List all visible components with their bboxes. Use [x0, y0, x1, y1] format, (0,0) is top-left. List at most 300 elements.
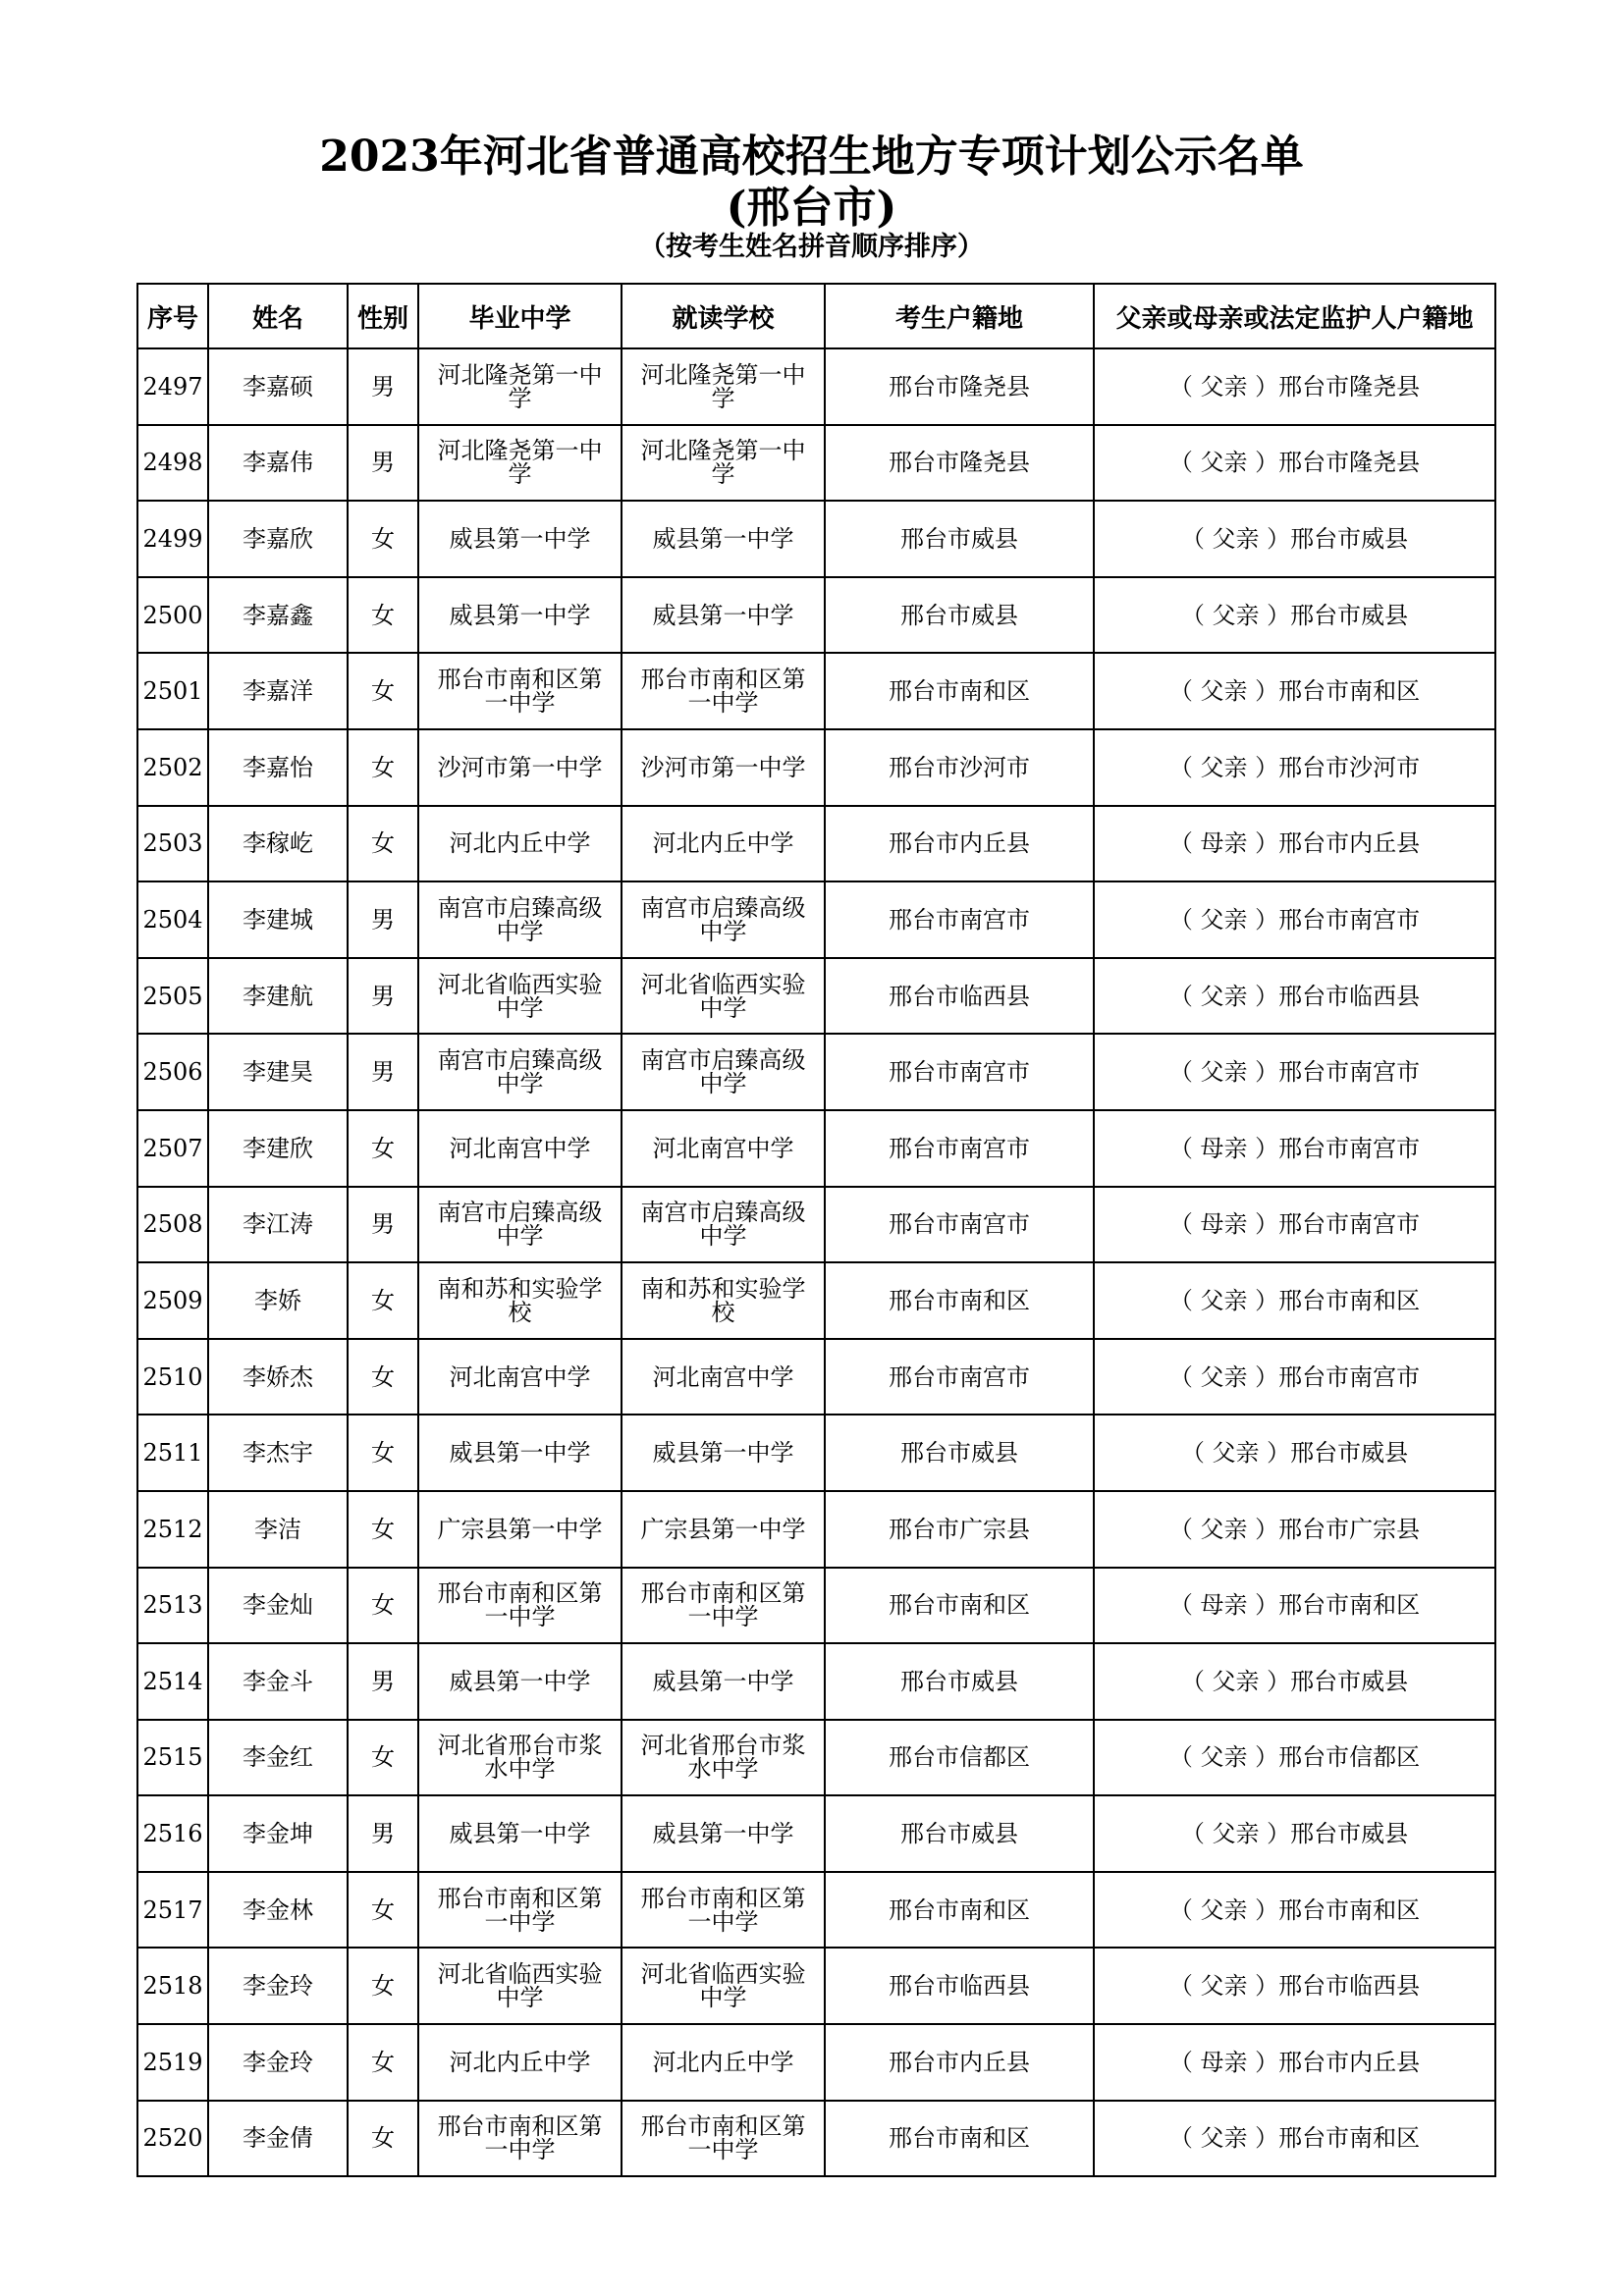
graduation-school-cell [418, 501, 622, 577]
gender-text: 男 [371, 1210, 395, 1239]
col-header-current-school: 就读学校 [622, 284, 825, 348]
household-registration-text: 邢台市沙河市 [889, 753, 1030, 781]
household-registration-cell [825, 348, 1094, 425]
document-title: 2023年河北省普通高校招生地方专项计划公示名单 [319, 132, 1304, 182]
name-text: 李嘉伟 [243, 449, 313, 477]
household-registration-cell [825, 2101, 1094, 2177]
gender-text: 女 [371, 1439, 395, 1468]
graduation-school-text: 南和苏和实验学校 [437, 1274, 603, 1326]
name-text: 李金灿 [243, 1591, 313, 1620]
name-cell [208, 729, 348, 806]
gender-cell [348, 958, 418, 1035]
household-registration-text: 邢台市威县 [900, 524, 1018, 553]
name-cell [208, 1034, 348, 1110]
guardian-registration-text: （ 父亲 ）邢台市广宗县 [1168, 1515, 1421, 1543]
gender-text: 女 [371, 753, 395, 781]
graduation-school-text: 威县第一中学 [449, 601, 591, 629]
household-registration-text: 邢台市临西县 [889, 982, 1030, 1010]
graduation-school-cell [418, 2101, 622, 2177]
table-row [137, 1720, 1495, 1796]
guardian-registration-text: （ 父亲 ）邢台市隆尧县 [1168, 372, 1421, 400]
seq-cell [137, 1872, 208, 1949]
name-cell [208, 2101, 348, 2177]
household-registration-text: 邢台市威县 [900, 601, 1018, 629]
graduation-school-text: 邢台市南和区第一中学 [437, 1579, 603, 1631]
seq-cell [137, 2024, 208, 2101]
household-registration-cell [825, 1948, 1094, 2024]
graduation-school-cell [418, 1643, 622, 1720]
graduation-school-text: 河北内丘中学 [449, 2048, 591, 2076]
seq-text: 2502 [142, 753, 203, 781]
current-school-text: 南宫市启臻高级中学 [640, 1046, 806, 1098]
graduation-school-text: 邢台市南和区第一中学 [437, 2112, 603, 2164]
guardian-registration-cell [1094, 1415, 1495, 1491]
household-registration-cell [825, 1795, 1094, 1872]
seq-text: 2519 [142, 2048, 203, 2076]
graduation-school-text: 威县第一中学 [449, 1820, 591, 1848]
guardian-registration-text: （ 父亲 ）邢台市威县 [1180, 524, 1409, 553]
table-row [137, 501, 1495, 577]
guardian-registration-text: （ 父亲 ）邢台市临西县 [1168, 1972, 1421, 2001]
name-cell [208, 577, 348, 654]
graduation-school-text: 河北内丘中学 [449, 829, 591, 858]
current-school-text: 河北南宫中学 [652, 1362, 794, 1391]
name-cell [208, 425, 348, 502]
seq-cell [137, 1187, 208, 1263]
gender-cell [348, 653, 418, 729]
guardian-registration-cell [1094, 1568, 1495, 1644]
household-registration-cell [825, 577, 1094, 654]
current-school-text: 威县第一中学 [652, 1439, 794, 1468]
current-school-cell [622, 1187, 825, 1263]
graduation-school-cell [418, 881, 622, 958]
seq-text: 2511 [142, 1439, 203, 1468]
name-text: 李建昊 [243, 1058, 313, 1087]
table-body [137, 348, 1495, 2176]
current-school-cell [622, 1720, 825, 1796]
graduation-school-text: 沙河市第一中学 [437, 753, 603, 781]
name-text: 李稼屹 [243, 829, 313, 858]
gender-text: 女 [371, 1591, 395, 1620]
seq-cell [137, 425, 208, 502]
gender-cell [348, 425, 418, 502]
graduation-school-cell [418, 1720, 622, 1796]
graduation-school-cell [418, 425, 622, 502]
graduation-school-cell [418, 1262, 622, 1339]
name-cell [208, 1187, 348, 1263]
current-school-cell [622, 806, 825, 882]
household-registration-cell [825, 1415, 1094, 1491]
seq-text: 2516 [142, 1820, 203, 1848]
graduation-school-text: 河北省临西实验中学 [437, 1960, 603, 2012]
seq-text: 2510 [142, 1362, 203, 1391]
current-school-text: 威县第一中学 [652, 524, 794, 553]
household-registration-text: 邢台市广宗县 [889, 1515, 1030, 1543]
current-school-text: 南宫市启臻高级中学 [640, 893, 806, 945]
current-school-text: 威县第一中学 [652, 1820, 794, 1848]
current-school-cell [622, 1491, 825, 1568]
current-school-cell [622, 501, 825, 577]
gender-cell [348, 348, 418, 425]
name-text: 李嘉欣 [243, 524, 313, 553]
guardian-registration-cell [1094, 1948, 1495, 2024]
gender-text: 女 [371, 1286, 395, 1314]
seq-text: 2498 [142, 449, 203, 477]
graduation-school-text: 威县第一中学 [449, 1667, 591, 1695]
seq-text: 2509 [142, 1286, 203, 1314]
guardian-registration-cell [1094, 806, 1495, 882]
guardian-registration-text: （ 父亲 ）邢台市威县 [1180, 601, 1409, 629]
name-text: 李金林 [243, 1896, 313, 1924]
guardian-registration-cell [1094, 1795, 1495, 1872]
current-school-cell [622, 1795, 825, 1872]
guardian-registration-text: （ 父亲 ）邢台市威县 [1180, 1667, 1409, 1695]
household-registration-text: 邢台市威县 [900, 1439, 1018, 1468]
current-school-text: 威县第一中学 [652, 601, 794, 629]
current-school-text: 邢台市南和区第一中学 [640, 1884, 806, 1936]
sort-note: （按考生姓名拼音顺序排序） [639, 232, 984, 262]
name-text: 李娇 [254, 1286, 301, 1314]
graduation-school-cell [418, 806, 622, 882]
table-row [137, 1034, 1495, 1110]
household-registration-cell [825, 1262, 1094, 1339]
gender-cell [348, 1415, 418, 1491]
gender-text: 女 [371, 829, 395, 858]
current-school-cell [622, 348, 825, 425]
graduation-school-text: 河北省邢台市浆水中学 [437, 1732, 603, 1784]
name-cell [208, 1110, 348, 1187]
current-school-cell [622, 958, 825, 1035]
household-registration-cell [825, 958, 1094, 1035]
graduation-school-cell [418, 1034, 622, 1110]
guardian-registration-cell [1094, 1872, 1495, 1949]
current-school-cell [622, 1415, 825, 1491]
current-school-cell [622, 577, 825, 654]
current-school-cell [622, 2024, 825, 2101]
guardian-registration-text: （ 父亲 ）邢台市威县 [1180, 1439, 1409, 1468]
household-registration-cell [825, 2024, 1094, 2101]
current-school-cell [622, 1110, 825, 1187]
guardian-registration-text: （ 父亲 ）邢台市威县 [1180, 1820, 1409, 1848]
household-registration-cell [825, 653, 1094, 729]
name-cell [208, 1415, 348, 1491]
table-row [137, 1872, 1495, 1949]
col-header-seq: 序号 [137, 284, 208, 348]
seq-text: 2505 [142, 982, 203, 1010]
guardian-registration-text: （ 母亲 ）邢台市南宫市 [1168, 1210, 1421, 1239]
table-row [137, 1339, 1495, 1415]
guardian-registration-text: （ 父亲 ）邢台市南和区 [1168, 2124, 1421, 2153]
current-school-text: 沙河市第一中学 [640, 753, 806, 781]
name-cell [208, 653, 348, 729]
household-registration-text: 邢台市威县 [900, 1820, 1018, 1848]
household-registration-text: 邢台市南和区 [889, 677, 1030, 706]
graduation-school-text: 邢台市南和区第一中学 [437, 1884, 603, 1936]
seq-cell [137, 2101, 208, 2177]
household-registration-text: 邢台市信都区 [889, 1743, 1030, 1772]
gender-cell [348, 1110, 418, 1187]
gender-text: 男 [371, 372, 395, 400]
seq-text: 2503 [142, 829, 203, 858]
current-school-text: 河北内丘中学 [652, 829, 794, 858]
seq-cell [137, 1034, 208, 1110]
current-school-cell [622, 1034, 825, 1110]
guardian-registration-text: （ 父亲 ）邢台市临西县 [1168, 982, 1421, 1010]
name-cell [208, 806, 348, 882]
current-school-text: 河北内丘中学 [652, 2048, 794, 2076]
admission-list-table [136, 283, 1496, 2177]
gender-text: 男 [371, 982, 395, 1010]
guardian-registration-text: （ 父亲 ）邢台市南宫市 [1168, 905, 1421, 934]
name-cell [208, 1720, 348, 1796]
table-row [137, 653, 1495, 729]
name-cell [208, 1948, 348, 2024]
gender-text: 男 [371, 1667, 395, 1695]
graduation-school-text: 威县第一中学 [449, 1439, 591, 1468]
guardian-registration-text: （ 父亲 ）邢台市南宫市 [1168, 1362, 1421, 1391]
name-cell [208, 1795, 348, 1872]
name-text: 李嘉硕 [243, 372, 313, 400]
name-cell [208, 1339, 348, 1415]
current-school-cell [622, 1339, 825, 1415]
guardian-registration-text: （ 父亲 ）邢台市沙河市 [1168, 753, 1421, 781]
graduation-school-cell [418, 653, 622, 729]
seq-cell [137, 958, 208, 1035]
name-cell [208, 1643, 348, 1720]
col-header-guardian-registration: 父亲或母亲或法定监护人户籍地 [1094, 284, 1495, 348]
seq-cell [137, 1110, 208, 1187]
name-text: 李金斗 [243, 1667, 313, 1695]
gender-cell [348, 1872, 418, 1949]
table-row [137, 881, 1495, 958]
graduation-school-cell [418, 1187, 622, 1263]
seq-text: 2517 [142, 1896, 203, 1924]
household-registration-cell [825, 806, 1094, 882]
table-row [137, 1948, 1495, 2024]
guardian-registration-cell [1094, 1034, 1495, 1110]
seq-cell [137, 1491, 208, 1568]
table-row [137, 806, 1495, 882]
guardian-registration-text: （ 母亲 ）邢台市内丘县 [1168, 829, 1421, 858]
name-cell [208, 1491, 348, 1568]
seq-cell [137, 1795, 208, 1872]
graduation-school-cell [418, 958, 622, 1035]
gender-cell [348, 501, 418, 577]
gender-cell [348, 2101, 418, 2177]
table-row [137, 425, 1495, 502]
household-registration-text: 邢台市南和区 [889, 1591, 1030, 1620]
seq-cell [137, 577, 208, 654]
name-text: 李金玲 [243, 1972, 313, 2001]
current-school-cell [622, 1568, 825, 1644]
graduation-school-text: 河北隆尧第一中学 [437, 360, 603, 412]
guardian-registration-cell [1094, 577, 1495, 654]
col-header-name: 姓名 [208, 284, 348, 348]
household-registration-cell [825, 1643, 1094, 1720]
household-registration-text: 邢台市内丘县 [889, 2048, 1030, 2076]
household-registration-text: 邢台市南和区 [889, 1896, 1030, 1924]
household-registration-text: 邢台市南和区 [889, 2124, 1030, 2153]
current-school-text: 河北省临西实验中学 [640, 1960, 806, 2012]
guardian-registration-cell [1094, 653, 1495, 729]
seq-text: 2497 [142, 372, 203, 400]
gender-text: 女 [371, 1743, 395, 1772]
seq-cell [137, 1568, 208, 1644]
guardian-registration-cell [1094, 729, 1495, 806]
guardian-registration-cell [1094, 1187, 1495, 1263]
col-header-gender: 性别 [348, 284, 418, 348]
seq-cell [137, 1415, 208, 1491]
seq-text: 2518 [142, 1972, 203, 2001]
guardian-registration-text: （ 父亲 ）邢台市南和区 [1168, 1896, 1421, 1924]
household-registration-cell [825, 425, 1094, 502]
household-registration-text: 邢台市南宫市 [889, 1134, 1030, 1162]
name-text: 李嘉洋 [243, 677, 313, 706]
seq-text: 2501 [142, 677, 203, 706]
current-school-cell [622, 425, 825, 502]
graduation-school-text: 南宫市启臻高级中学 [437, 1199, 603, 1251]
household-registration-cell [825, 1872, 1094, 1949]
current-school-text: 河北南宫中学 [652, 1134, 794, 1162]
graduation-school-cell [418, 1795, 622, 1872]
graduation-school-text: 南宫市启臻高级中学 [437, 1046, 603, 1098]
gender-text: 男 [371, 449, 395, 477]
current-school-cell [622, 729, 825, 806]
guardian-registration-cell [1094, 881, 1495, 958]
household-registration-cell [825, 881, 1094, 958]
graduation-school-text: 河北南宫中学 [449, 1134, 591, 1162]
household-registration-cell [825, 1187, 1094, 1263]
gender-text: 男 [371, 1058, 395, 1087]
gender-text: 女 [371, 2124, 395, 2153]
guardian-registration-text: （ 父亲 ）邢台市南宫市 [1168, 1058, 1421, 1087]
current-school-cell [622, 1872, 825, 1949]
household-registration-text: 邢台市南和区 [889, 1286, 1030, 1314]
household-registration-text: 邢台市南宫市 [889, 1362, 1030, 1391]
name-text: 李建城 [243, 905, 313, 934]
seq-text: 2506 [142, 1058, 203, 1087]
name-text: 李建航 [243, 982, 313, 1010]
table-row [137, 1415, 1495, 1491]
current-school-cell [622, 653, 825, 729]
gender-cell [348, 881, 418, 958]
gender-text: 女 [371, 677, 395, 706]
table-row [137, 1187, 1495, 1263]
household-registration-text: 邢台市南宫市 [889, 1210, 1030, 1239]
seq-text: 2504 [142, 905, 203, 934]
current-school-text: 邢台市南和区第一中学 [640, 666, 806, 718]
graduation-school-cell [418, 1110, 622, 1187]
guardian-registration-cell [1094, 1720, 1495, 1796]
table-row [137, 2024, 1495, 2101]
seq-cell [137, 806, 208, 882]
seq-text: 2513 [142, 1591, 203, 1620]
graduation-school-cell [418, 1415, 622, 1491]
name-text: 李江涛 [243, 1210, 313, 1239]
col-header-household-registration: 考生户籍地 [825, 284, 1094, 348]
seq-text: 2514 [142, 1667, 203, 1695]
gender-cell [348, 1187, 418, 1263]
guardian-registration-text: （ 父亲 ）邢台市南和区 [1168, 1286, 1421, 1314]
seq-text: 2507 [142, 1134, 203, 1162]
gender-cell [348, 2024, 418, 2101]
current-school-cell [622, 2101, 825, 2177]
current-school-text: 南宫市启臻高级中学 [640, 1199, 806, 1251]
gender-text: 女 [371, 1362, 395, 1391]
seq-cell [137, 1720, 208, 1796]
col-header-graduation-school: 毕业中学 [418, 284, 622, 348]
seq-cell [137, 1948, 208, 2024]
guardian-registration-cell [1094, 2024, 1495, 2101]
seq-cell [137, 653, 208, 729]
name-text: 李洁 [254, 1515, 301, 1543]
guardian-registration-text: （ 父亲 ）邢台市信都区 [1168, 1743, 1421, 1772]
name-cell [208, 501, 348, 577]
guardian-registration-text: （ 父亲 ）邢台市南和区 [1168, 677, 1421, 706]
current-school-text: 邢台市南和区第一中学 [640, 2112, 806, 2164]
seq-text: 2500 [142, 601, 203, 629]
graduation-school-cell [418, 1491, 622, 1568]
table-row [137, 2101, 1495, 2177]
gender-cell [348, 1720, 418, 1796]
name-text: 李嘉鑫 [243, 601, 313, 629]
seq-text: 2499 [142, 524, 203, 553]
household-registration-cell [825, 1720, 1094, 1796]
current-school-cell [622, 1948, 825, 2024]
guardian-registration-cell [1094, 501, 1495, 577]
guardian-registration-text: （ 父亲 ）邢台市隆尧县 [1168, 449, 1421, 477]
graduation-school-text: 广宗县第一中学 [437, 1515, 603, 1543]
table-row [137, 1491, 1495, 1568]
table-row [137, 1568, 1495, 1644]
seq-cell [137, 729, 208, 806]
gender-cell [348, 806, 418, 882]
seq-cell [137, 1262, 208, 1339]
table-row [137, 348, 1495, 425]
table-row [137, 958, 1495, 1035]
household-registration-cell [825, 729, 1094, 806]
gender-text: 女 [371, 1134, 395, 1162]
table-row [137, 577, 1495, 654]
household-registration-cell [825, 1491, 1094, 1568]
current-school-text: 南和苏和实验学校 [640, 1274, 806, 1326]
gender-cell [348, 577, 418, 654]
name-cell [208, 958, 348, 1035]
table-header-row [137, 284, 1495, 348]
graduation-school-text: 河北省临西实验中学 [437, 970, 603, 1022]
seq-text: 2515 [142, 1743, 203, 1772]
guardian-registration-cell [1094, 1491, 1495, 1568]
seq-cell [137, 348, 208, 425]
gender-cell [348, 1491, 418, 1568]
gender-cell [348, 1795, 418, 1872]
name-cell [208, 881, 348, 958]
name-cell [208, 1872, 348, 1949]
graduation-school-cell [418, 1872, 622, 1949]
gender-cell [348, 1262, 418, 1339]
current-school-cell [622, 1643, 825, 1720]
household-registration-text: 邢台市南宫市 [889, 905, 1030, 934]
name-text: 李娇杰 [243, 1362, 313, 1391]
table-row [137, 1643, 1495, 1720]
household-registration-text: 邢台市内丘县 [889, 829, 1030, 858]
gender-cell [348, 1643, 418, 1720]
guardian-registration-cell [1094, 425, 1495, 502]
gender-text: 男 [371, 905, 395, 934]
graduation-school-text: 邢台市南和区第一中学 [437, 666, 603, 718]
household-registration-cell [825, 501, 1094, 577]
graduation-school-cell [418, 1339, 622, 1415]
